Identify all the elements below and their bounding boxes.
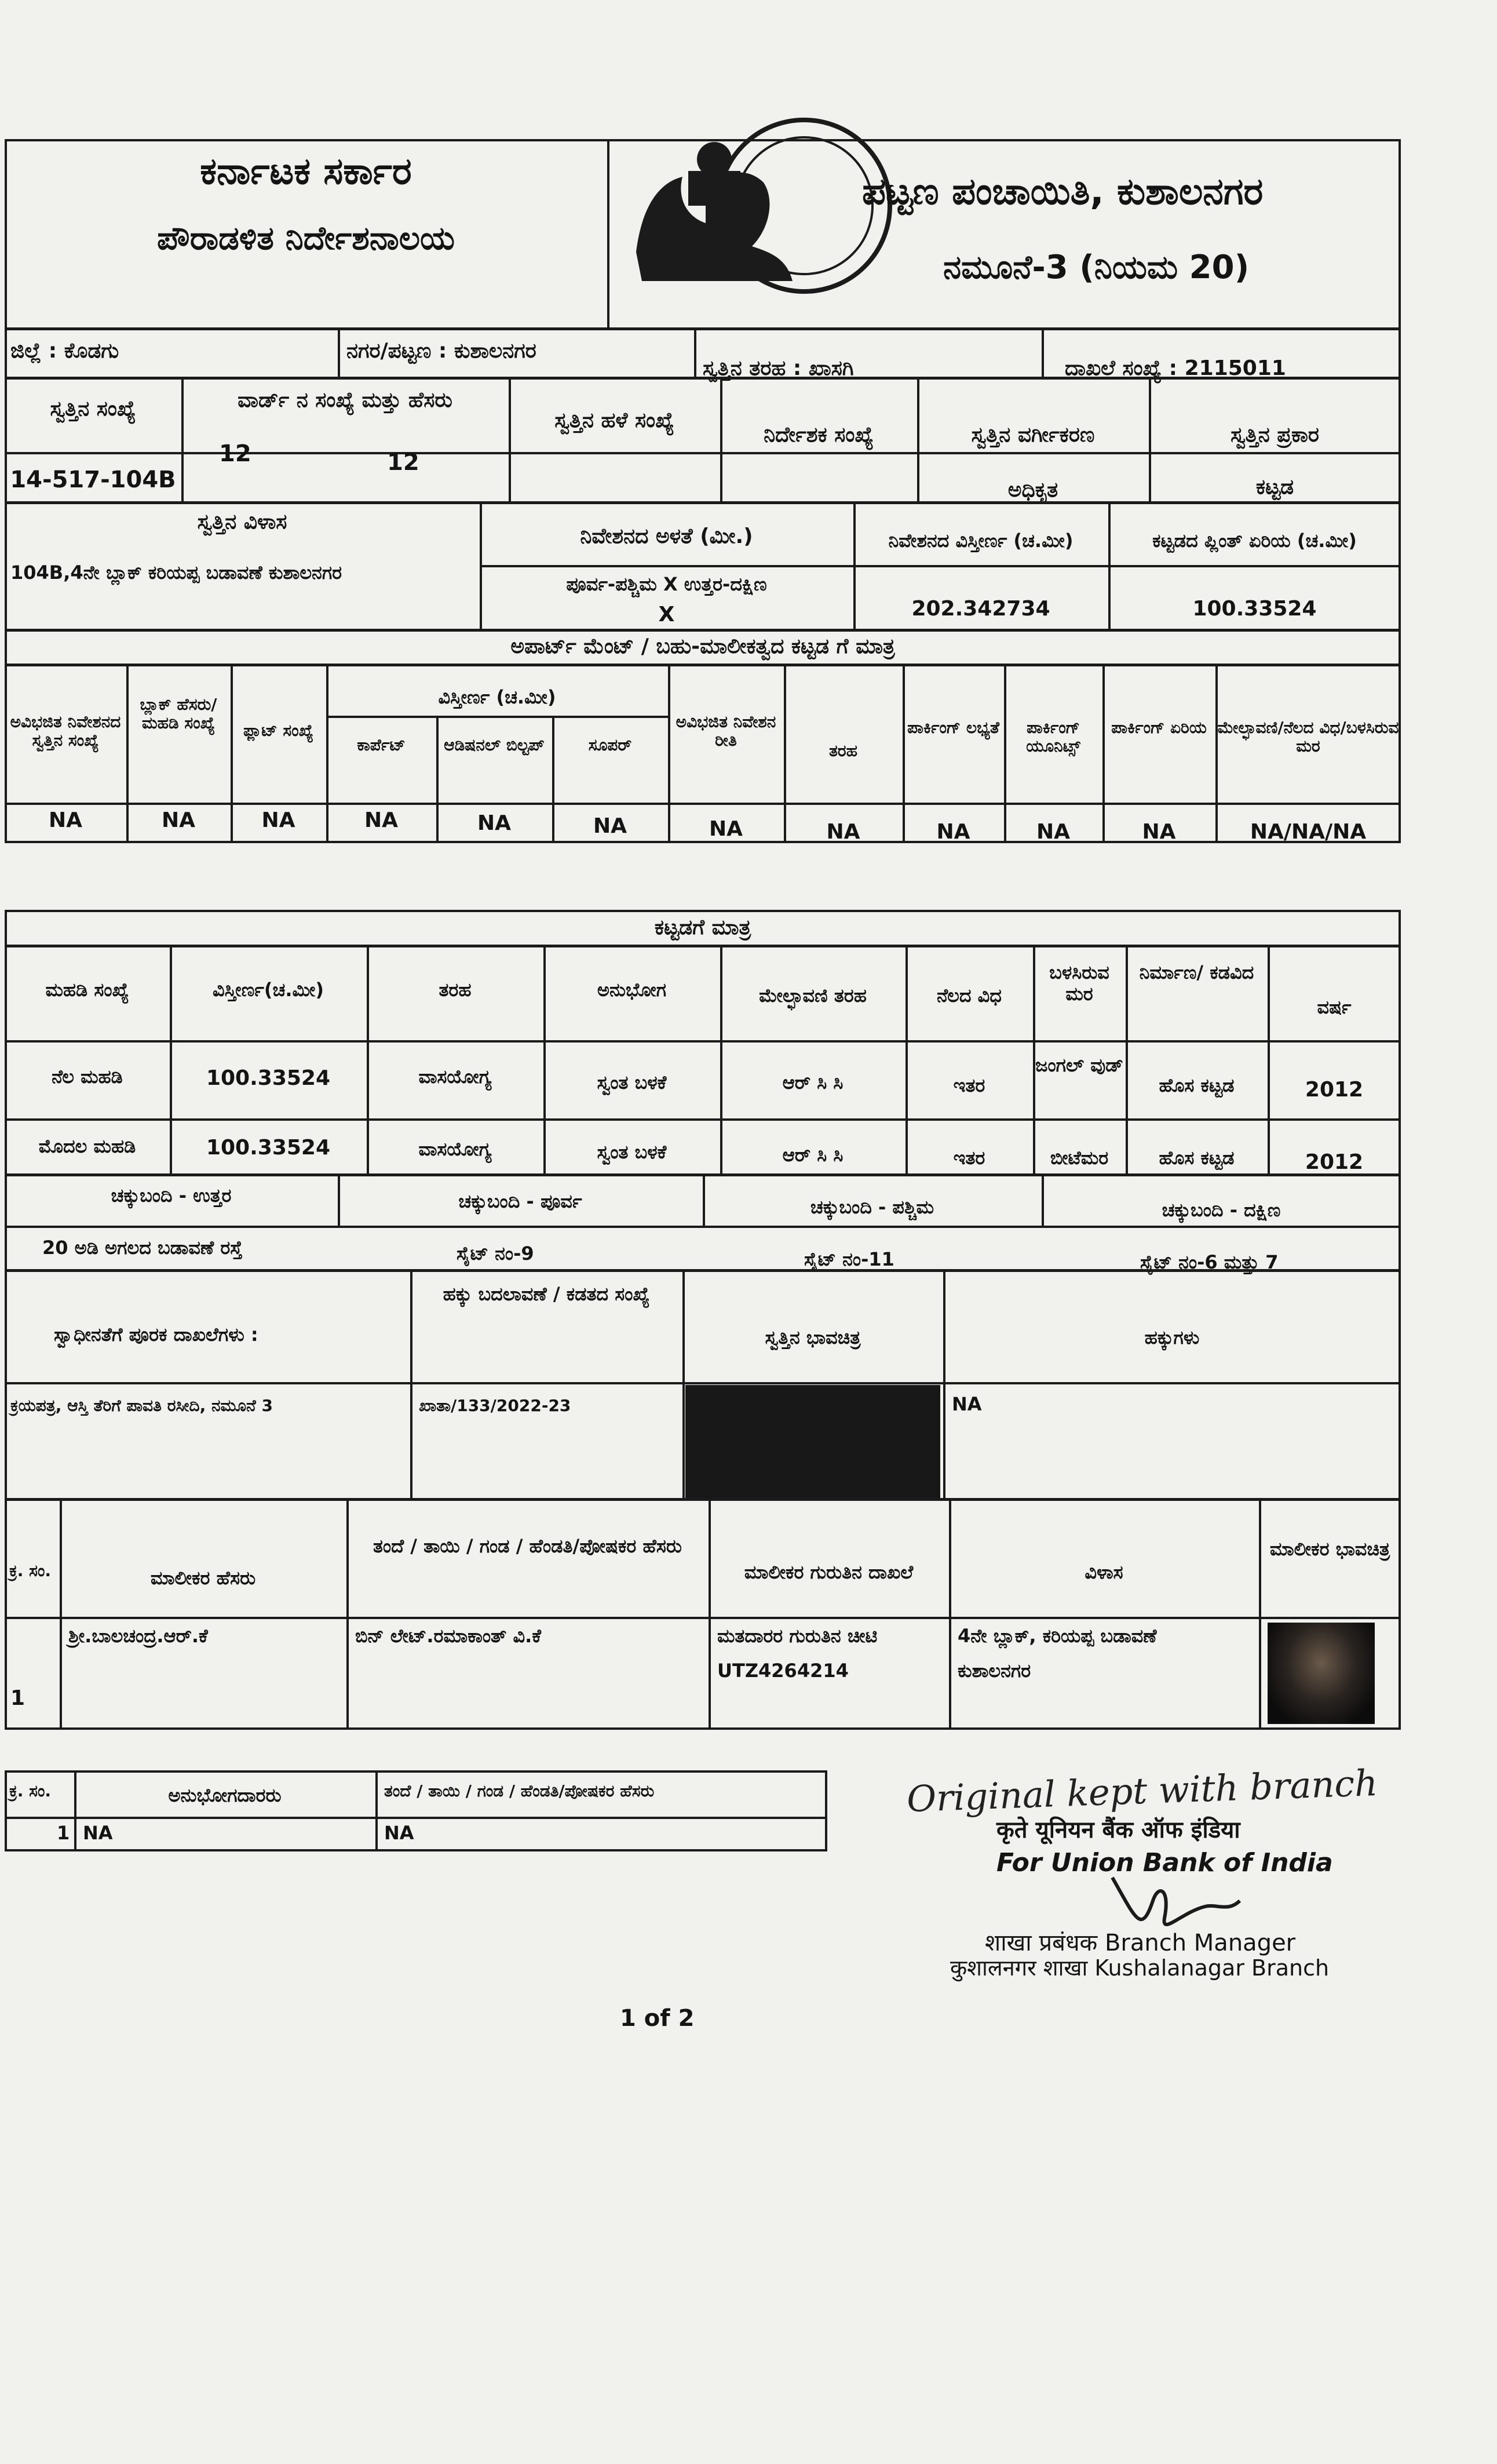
apt-value: NA (709, 817, 743, 841)
bld-cell: 2012 (1305, 1078, 1364, 1102)
owner-id-document: ಮತದಾರರ ಗುರುತಿನ ಚೀಟಿ (717, 1625, 878, 1647)
apt-header-parking-area: ಪಾರ್ಕಿಂಗ್ ಏರಿಯ (1111, 718, 1207, 737)
apt-value: NA (364, 808, 398, 832)
apt-value: NA (477, 811, 511, 835)
bld-cell: ಬೀಟೆಮರ (1050, 1147, 1109, 1169)
bld-cell: ವಾಸಯೋಗ್ಯ (418, 1138, 492, 1160)
header-rights: ಹಕ್ಕುಗಳು (1144, 1326, 1200, 1348)
header-supporting-docs: ಸ್ವಾಧೀನತೆಗೆ ಪೂರಕ ದಾಖಲೆಗಳು : (54, 1324, 258, 1346)
apt-header-block: ಬ್ಲಾಕ್ ಹೆಸರು/ ಮಹಡಿ ಸಂಖ್ಯೆ (140, 695, 217, 733)
district: ಜಿಲ್ಲೆ : ಕೊಡಗು (10, 339, 119, 363)
emblem-seal-icon (619, 107, 943, 322)
apt-value: NA (826, 820, 860, 844)
property-classification: ಅಧಿಕೃತ (1007, 478, 1058, 502)
bld-header-floor-type: ನೆಲದ ವಿಧ (937, 985, 1002, 1007)
boundary-north: 20 ಅಡಿ ಅಗಲದ ಬಡಾವಣೆ ರಸ್ತೆ (42, 1237, 243, 1259)
property-address: 104B,4ನೇ ಬ್ಲಾಕ್ ಕರಿಯಪ್ಪ ಬಡಾವಣೆ ಕುಶಾಲನಗರ (10, 562, 342, 584)
owners-table (5, 1498, 1401, 1730)
owner-id-number: UTZ4264214 (717, 1660, 849, 1682)
supporting-docs: ಕ್ರಯಪತ್ರ, ಆಸ್ತಿ ತೆರಿಗೆ ಪಾವತಿ ರಸೀದಿ, ನಮೂನೆ 3 (10, 1396, 273, 1415)
apt-header-parking-avail: ಪಾರ್ಕಿಂಗ್ ಲಭ್ಯತೆ (907, 718, 999, 737)
boundary-west: ಸೈಟ್ ನಂ-11 (804, 1248, 894, 1270)
apt-value: NA/NA/NA (1250, 820, 1367, 844)
owner-name: ಶ್ರೀ.ಬಾಲಚಂದ್ರ.ಆರ್.ಕೆ (68, 1625, 208, 1647)
bank-stamp-branch: कुशालनगर शाखा Kushalanagar Branch (950, 1955, 1330, 1981)
bld-header-usage: ಅನುಭೋಗ (597, 979, 667, 1001)
occupant-sl: 1 (57, 1822, 70, 1844)
apt-header-carpet: ಕಾರ್ಪೆಟ್ (357, 735, 406, 754)
bld-header-year: ವರ್ಷ (1317, 996, 1352, 1018)
apt-value: NA (593, 814, 627, 838)
panchayat-title: ಪಟ್ಟಣ ಪಂಚಾಯಿತಿ, ಕುಶಾಲನಗರ (862, 170, 1264, 213)
apt-header-nature: ತರಹ (828, 741, 858, 760)
apt-value: NA (1036, 820, 1070, 844)
apt-value: NA (261, 808, 295, 832)
owner-header-name: ಮಾಲೀಕರ ಹೆಸರು (150, 1567, 256, 1589)
bld-cell: 100.33524 (206, 1136, 331, 1160)
boundary-east: ಸೈಟ್ ನಂ-9 (457, 1242, 534, 1264)
bld-cell: ಹೊಸ ಕಟ್ಟಡ (1159, 1147, 1235, 1169)
apt-header-undivided-type: ಅವಿಭಜಿತ ನಿವೇಶನ ರೀತಿ (676, 712, 776, 750)
property-number: 14-517-104B (10, 466, 176, 493)
handwritten-note: Original kept with branch (905, 1761, 1379, 1821)
apartment-area-header: ವಿಸ್ತೀರ್ಣ (ಚ.ಮೀ) (438, 686, 556, 708)
property-photo-redacted (685, 1385, 940, 1499)
occupant-name: NA (83, 1822, 113, 1844)
header-site-dimensions: ನಿವೇಶನದ ಅಳತೆ (ಮೀ.) (580, 524, 753, 548)
ward-number: 12 (219, 440, 251, 467)
form-number: ನಮೂನೆ-3 (ನಿಯಮ 20) (943, 249, 1250, 286)
header-khata-number: ಹಕ್ಕು ಬದಲಾವಣೆ / ಕಡತದ ಸಂಖ್ಯೆ (443, 1283, 650, 1305)
bank-stamp-name: For Union Bank of India (996, 1848, 1333, 1878)
occupant-header-relation: ತಂದೆ / ತಾಯಿ / ಗಂಡ / ಹೆಂಡತಿ/ಪೋಷಕರ ಹೆಸರು (384, 1781, 655, 1800)
owner-header-address: ವಿಳಾಸ (1085, 1561, 1123, 1583)
apt-header-roof-floor-wood: ಮೇಲ್ಛಾವಣಿ/ನೆಲದ ವಿಧ/ಬಳಸಿರುವ ಮರ (1217, 718, 1399, 756)
bld-header-construction: ನಿರ್ಮಾಣ/ ಕಡವಿದ (1139, 961, 1254, 983)
owner-address-line2: ಕುಶಾಲನಗರ (958, 1660, 1031, 1682)
bank-stamp-role: शाखा प्रबंधक Branch Manager (985, 1930, 1296, 1956)
occupant-header-sl: ಕ್ರ. ಸಂ. (9, 1781, 52, 1800)
boundary-south-header: ಚಕ್ಕುಬಂದಿ - ದಕ್ಷಿಣ (1162, 1199, 1281, 1221)
header-property-photo: ಸ್ವತ್ತಿನ ಭಾವಚಿತ್ರ (765, 1326, 861, 1348)
boundary-west-header: ಚಕ್ಕುಬಂದಿ - ಪಶ್ಚಿಮ (810, 1196, 934, 1218)
property-type: ಕಟ್ಟಡ (1255, 475, 1294, 499)
apt-value: NA (162, 808, 195, 832)
header-site-area: ನಿವೇಶನದ ವಿಸ್ತೀರ್ಣ (ಚ.ಮೀ) (888, 530, 1074, 552)
dept-title: ಪೌರಾಡಳಿತ ನಿರ್ದೇಶನಾಲಯ (156, 220, 455, 257)
bld-cell: ಜಂಗಲ್ ವುಡ್ (1035, 1054, 1124, 1076)
bld-header-wood: ಬಳಸಿರುವ ಮರ (1049, 961, 1109, 1005)
apt-header-flat: ಫ್ಲಾಟ್ ಸಂಖ್ಯೆ (243, 721, 313, 740)
apt-value: NA (1142, 820, 1176, 844)
bld-cell: ಆರ್ ಸಿ ಸಿ (782, 1071, 844, 1094)
bld-cell: 2012 (1305, 1150, 1364, 1174)
bld-cell: ಆರ್ ಸಿ ಸಿ (782, 1144, 844, 1166)
header-property-number: ಸ್ವತ್ತಿನ ಸಂಖ್ಯೆ (50, 397, 136, 421)
dimension-label: ಪೂರ್ವ-ಪಶ್ಚಿಮ X ಉತ್ತರ-ದಕ್ಷಿಣ (566, 573, 767, 595)
bld-cell: ವಾಸಯೋಗ್ಯ (418, 1066, 492, 1088)
property-nature: ಸ್ವತ್ತಿನ ತರಹ : ಖಾಸಗಿ (703, 356, 854, 380)
site-area-value: 202.342734 (911, 597, 1050, 621)
header-property-type: ಸ್ವತ್ತಿನ ಪ್ರಕಾರ (1231, 423, 1319, 447)
rights-value: NA (952, 1393, 982, 1415)
occupant-relation: NA (384, 1822, 414, 1844)
bld-cell: ಮೊದಲ ಮಹಡಿ (38, 1135, 136, 1157)
apt-header-parking-units: ಪಾರ್ಕಿಂಗ್ ಯೂನಿಟ್ಸ್ (1026, 718, 1080, 756)
apartment-section-title: ಅಪಾರ್ಟ್ ಮೆಂಟ್ / ಬಹು-ಮಾಲೀಕತ್ವದ ಕಟ್ಟಡ ಗೆ ಮಾತ್ರ (510, 635, 895, 658)
owner-header-relation: ತಂದೆ / ತಾಯಿ / ಗಂಡ / ಹೆಂಡತಿ/ಪೋಷಕರ ಹೆಸರು (373, 1535, 682, 1557)
boundary-north-header: ಚಕ್ಕುಬಂದಿ - ಉತ್ತರ (111, 1184, 232, 1207)
owner-header-id: ಮಾಲೀಕರ ಗುರುತಿನ ದಾಖಲೆ (744, 1561, 914, 1583)
bld-cell: 100.33524 (206, 1066, 331, 1090)
owner-sl: 1 (10, 1686, 25, 1710)
bld-header-area: ವಿಸ್ತೀರ್ಣ(ಚ.ಮೀ) (213, 979, 324, 1001)
apt-header-super: ಸೂಪರ್ (588, 735, 632, 754)
govt-title: ಕರ್ನಾಟಕ ಸರ್ಕಾರ (200, 150, 412, 193)
boundary-south: ಸೈಟ್ ನಂ-6 ಮತ್ತು 7 (1140, 1251, 1279, 1273)
occupant-header-name: ಅನುಭೋಗದಾರರು (168, 1784, 282, 1806)
entry-number: ದಾಖಲೆ ಸಂಖ್ಯೆ : 2115011 (1065, 356, 1286, 380)
owner-address-line1: 4ನೇ ಬ್ಲಾಕ್, ಕರಿಯಪ್ಪ ಬಡಾವಣೆ (958, 1625, 1157, 1647)
bld-cell: ಸ್ವಂತ ಬಳಕೆ (597, 1071, 667, 1094)
header-address: ಸ್ವತ್ತಿನ ವಿಳಾಸ (197, 510, 287, 534)
building-section-title: ಕಟ್ಟಡಗೆ ಮಾತ್ರ (654, 916, 751, 939)
khata-number: ಖಾತಾ/133/2022-23 (419, 1396, 571, 1415)
header-old-number: ಸ್ವತ್ತಿನ ಹಳೆ ಸಂಖ್ಯೆ (554, 409, 674, 432)
bld-cell: ನೆಲ ಮಹಡಿ (52, 1066, 123, 1088)
plinth-area-value: 100.33524 (1192, 597, 1317, 621)
bld-cell: ಹೊಸ ಕಟ್ಟಡ (1159, 1074, 1235, 1096)
owner-photo (1268, 1623, 1375, 1724)
header-plinth-area: ಕಟ್ಟಡದ ಪ್ಲಿಂತ್ ಏರಿಯ (ಚ.ಮೀ) (1152, 530, 1357, 552)
apt-value: NA (49, 808, 82, 832)
header-survey-number: ನಿರ್ದೇಶಕ ಸಂಖ್ಯೆ (764, 423, 874, 447)
apt-header-additional: ಆಡಿಷನಲ್ ಬಿಲ್ಟಪ್ (444, 735, 545, 754)
page-number: 1 of 2 (620, 2005, 695, 2032)
bld-cell: ಇತರ (953, 1147, 985, 1169)
owner-header-photo: ಮಾಲೀಕರ ಭಾವಚಿತ್ರ (1269, 1538, 1390, 1560)
dimension-value: X (658, 603, 675, 626)
owner-header-sl: ಕ್ರ. ಸಂ. (9, 1561, 52, 1580)
ward-name: 12 (387, 449, 419, 476)
apt-value: NA (936, 820, 970, 844)
header-ward: ವಾರ್ಡ್ ನ ಸಂಖ್ಯೆ ಮತ್ತು ಹೆಸರು (238, 388, 452, 412)
town: ನಗರ/ಪಟ್ಟಣ : ಕುಶಾಲನಗರ (346, 339, 536, 363)
bld-header-roof: ಮೇಲ್ಛಾವಣಿ ತರಹ (759, 985, 867, 1007)
bld-header-floor: ಮಹಡಿ ಸಂಖ್ಯೆ (45, 979, 129, 1001)
header-classification: ಸ್ವತ್ತಿನ ವರ್ಗೀಕರಣ (971, 423, 1095, 447)
owner-relation: ಬಿನ್ ಲೇಟ್.ರಮಾಕಾಂತ್ ವಿ.ಕೆ (355, 1625, 541, 1647)
bld-header-nature: ತರಹ (439, 979, 472, 1001)
bank-stamp-hindi: कृते यूनियन बैंक ऑफ इंडिया (996, 1817, 1240, 1843)
apt-header-undivided-no: ಅವಿಭಜಿತ ನಿವೇಶನದ ಸ್ವತ್ತಿನ ಸಂಖ್ಯೆ (10, 712, 121, 750)
bld-cell: ಇತರ (953, 1074, 985, 1096)
bld-cell: ಸ್ವಂತ ಬಳಕೆ (597, 1141, 667, 1163)
boundary-east-header: ಚಕ್ಕುಬಂದಿ - ಪೂರ್ವ (458, 1190, 582, 1212)
